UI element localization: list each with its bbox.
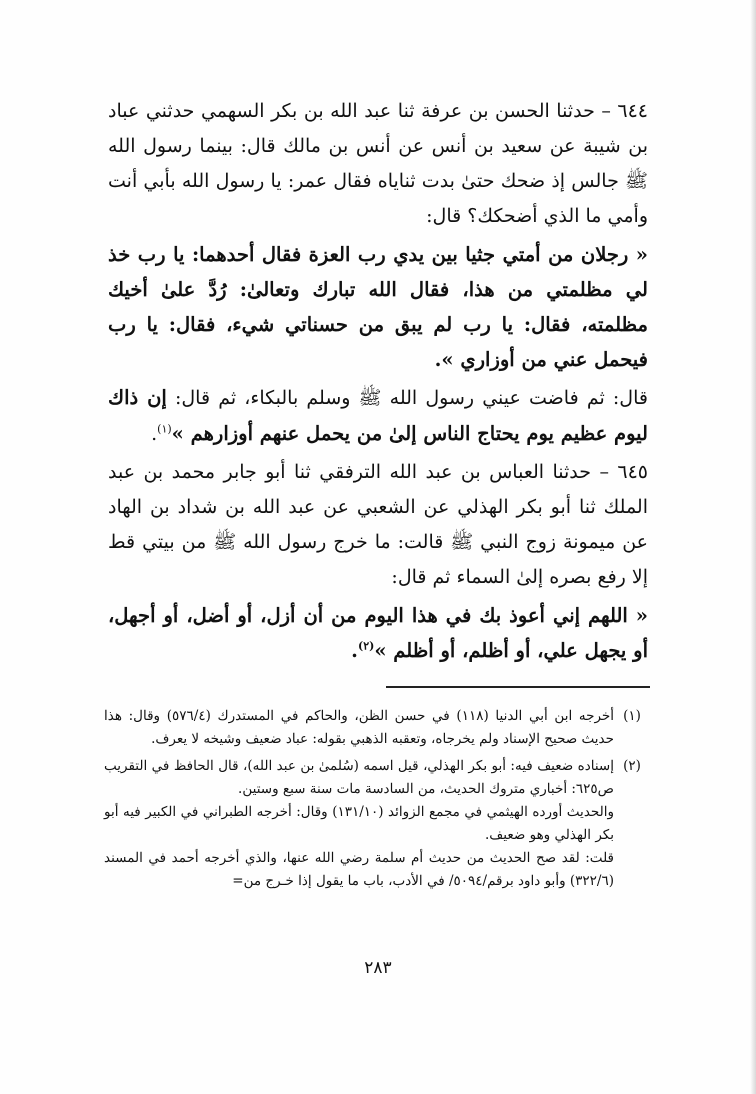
- footnote-ref-2[interactable]: (٢): [357, 639, 375, 653]
- footnote-body: [104, 755, 614, 893]
- hadith-644-text: « رجلان من أمتي جثيا بين يدي رب العزة فقال أحدهما: يا رب خذ لي مظلمتي من هذا، فقال الله تبارك وتعالىٰ: رُدَّ علىٰ أخيك مظلمته، فقال: يا رب لم يبق من حسناتي شيء، فقال: يا رب فيحمل عني من أوزاري ».: [108, 243, 648, 371]
- page-edge: [750, 0, 756, 1094]
- hadith-645-period: .: [351, 639, 358, 662]
- footnote-body: [104, 705, 614, 751]
- main-text: [108, 94, 648, 671]
- footnote-number: (٢): [623, 758, 641, 774]
- footnote-line: والحديث أورده الهيثمي في مجمع الزوائد (١٣١/١٠) وقال: أخرجه الطبراني في الكبير فيه أبو بكر الهذلي وهو ضعيف.: [104, 804, 615, 843]
- footnote-line: إسناده ضعيف فيه: أبو بكر الهذلي، قيل اسمه (سُلمىٰ بن عبد الله)، قال الحافظ في التقريب ص٦٢٥: أخباري متروك الحديث، من السادسة مات سنة سبع وستين.: [104, 758, 614, 797]
- footnote-2: [104, 755, 650, 893]
- hadith-645-quote: « اللهم إني أعوذ بك في هذا اليوم من أن أزل، أو أضل، أو أجهل، أو يجهل علي، أو أظلم، أو أظلم »: [108, 604, 648, 662]
- footnote-divider: [386, 686, 650, 688]
- footnote-line: قلت: لقد صح الحديث من حديث أم سلمة رضي الله عنها، والذي أخرجه أحمد في المسند (٣٢٢/٦) وأبو داود برقم/٥٠٩٤/ في الأدب، باب ما يقول إذا خـرج من=: [104, 850, 614, 889]
- closing-quote: إن ذاك ليوم عظيم يوم يحتاج الناس إلىٰ من يحمل عنهم أوزارهم »: [108, 386, 648, 445]
- footnotes: [104, 705, 650, 897]
- footnote-number: (١): [623, 708, 641, 724]
- footnote-line: أخرجه ابن أبي الدنيا (١١٨) في حسن الظن، والحاكم في المستدرك (٥٧٦/٤) وقال: هذا حديث صحيح الإسناد ولم يخرجاه، وتعقبه الذهبي بقوله: عباد ضعيف وشيخه لا يعرف.: [104, 708, 615, 747]
- hadith-645-intro: ٦٤٥ – حدثنا العباس بن عبد الله الترفقي ثنا أبو جابر محمد بن عبد الملك ثنا أبو بكر الهذلي عن الشعبي عن عبد الله بن شداد بن الهاد عن ميمونة زوج النبي ﷺ قالت: ما خرج رسول الله ﷺ من بيتي قط إلا رفع بصره إلىٰ السماء ثم قال:: [108, 461, 648, 588]
- closing-period: .: [151, 423, 158, 445]
- footnote-ref-1[interactable]: (١): [157, 422, 172, 436]
- closing-intro: قال: ثم فاضت عيني رسول الله ﷺ وسلم بالبكاء، ثم قال:: [174, 387, 648, 409]
- hadith-644-intro: ٦٤٤ – حدثنا الحسن بن عرفة ثنا عبد الله بن بكر السهمي حدثني عباد بن شيبة عن سعيد بن أنس عن أنس بن مالك قال: بينما رسول الله ﷺ جالس إذ ضحك حتىٰ بدت ثناياه فقال عمر: يا رسول الله بأبي أنت وأمي ما الذي أضحكك؟ قال:: [108, 100, 648, 227]
- page-number: ٢٨٣: [364, 958, 392, 978]
- hadith-645-text: [108, 598, 648, 668]
- footnote-1: [104, 705, 650, 751]
- hadith-644-closing: [108, 380, 648, 452]
